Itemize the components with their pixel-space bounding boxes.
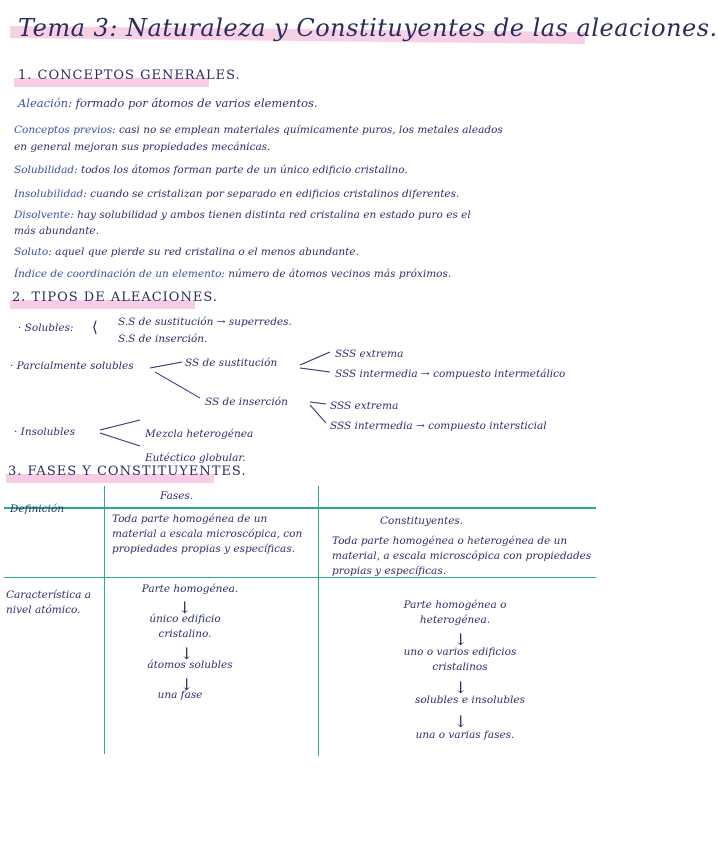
parcial-ext1: SSS extrema: [335, 348, 404, 360]
down-arrow-icon: ↓: [454, 630, 468, 649]
def-term: Conceptos previos: [14, 124, 113, 136]
def-term: Solubilidad: [14, 164, 75, 176]
parcial-ext2: SSS extrema: [330, 400, 399, 412]
def-constituyentes: Toda parte homogénea o heterogénea de un material, a escala microscópica con propiedades propias y específicas.: [332, 535, 592, 577]
def-conceptos-cont: en general mejoran sus propiedades mecánicas.: [14, 141, 271, 153]
fases-chain-3: átomos solubles: [147, 659, 233, 671]
parcial-int2: SSS intermedia → compuesto intersticial: [330, 420, 547, 432]
section2-heading: 2. TIPOS DE ALEACIONES.: [12, 290, 218, 305]
table-col-line-1: [104, 486, 105, 754]
const-chain-2: uno o varios edificios cristalinos: [403, 646, 517, 673]
parcial-ins: SS de inserción: [205, 396, 288, 408]
down-arrow-icon: ↓: [180, 675, 194, 694]
down-arrow-icon: ↓: [454, 712, 468, 731]
down-arrow-icon: ↓: [454, 678, 468, 697]
row-caracteristica: Característica a nivel atómico.: [6, 589, 91, 616]
col-constituyentes: Constituyentes.: [380, 515, 464, 527]
def-text: : hay solubilidad y ambos tienen distinta red cristalina en estado puro es el: [70, 209, 471, 221]
def-text: : casi no se emplean materiales químicamente puros, los metales aleados: [112, 124, 503, 136]
const-chain-1: Parte homogénea o heterogénea.: [403, 599, 507, 626]
def-term: Soluto: [14, 246, 49, 258]
def-term: Aleación: [18, 96, 69, 110]
insolubles-label: · Insolubles: [14, 426, 76, 438]
def-fases: Toda parte homogénea de un material a escala microscópica, con propiedades propias y específicas.: [112, 513, 303, 555]
def-text: : todos los átomos forman parte de un único edificio cristalino.: [74, 164, 408, 176]
def-text: : número de átomos vecinos más próximos.: [221, 268, 452, 280]
row-definicion: Definición: [10, 503, 65, 515]
def-term: Disolvente: [14, 209, 71, 221]
parcial-label: · Parcialmente solubles: [10, 360, 134, 372]
def-disolvente-cont: más abundante.: [14, 225, 99, 237]
parcial-int1: SSS intermedia → compuesto intermetálico: [335, 368, 566, 380]
solubles-label: · Solubles:: [18, 322, 74, 334]
parcial-sust: SS de sustitución: [185, 357, 278, 369]
fases-chain-1: Parte homogénea.: [141, 583, 239, 595]
const-chain-3: solubles e insolubles: [414, 694, 526, 706]
table-rule-top: [4, 507, 596, 509]
fases-chain-4: una fase: [157, 689, 203, 701]
def-term: Índice de coordinación de un elemento: [14, 268, 222, 280]
down-arrow-icon: ↓: [178, 598, 192, 617]
section3-heading: 3. FASES Y CONSTITUYENTES.: [8, 464, 247, 479]
page-title: Tema 3: Naturaleza y Constituyentes de las aleaciones.: [18, 14, 718, 42]
const-chain-4: una o varias fases.: [415, 729, 515, 741]
def-text: : cuando se cristalizan por separado en edificios cristalinos diferentes.: [83, 188, 460, 200]
table-col-line-2: [318, 486, 319, 756]
insolubles-eutectico: Eutéctico globular.: [145, 452, 246, 464]
def-text: : aquel que pierde su red cristalina o el menos abundante.: [48, 246, 359, 258]
branch-arrow-icon: ⟨: [92, 318, 98, 336]
solubles-sust: S.S de sustitución → superredes.: [118, 316, 292, 328]
section1-heading: 1. CONCEPTOS GENERALES.: [18, 68, 241, 83]
fases-chain-2: único edificio cristalino.: [149, 613, 221, 640]
solubles-ins: S.S de inserción.: [118, 333, 208, 345]
down-arrow-icon: ↓: [180, 644, 194, 663]
col-fases: Fases.: [160, 490, 194, 502]
insolubles-mezcla: Mezcla heterogénea: [145, 428, 254, 440]
def-term: Insolubilidad: [14, 188, 84, 200]
def-text: : formado por átomos de varios elementos.: [68, 96, 318, 110]
